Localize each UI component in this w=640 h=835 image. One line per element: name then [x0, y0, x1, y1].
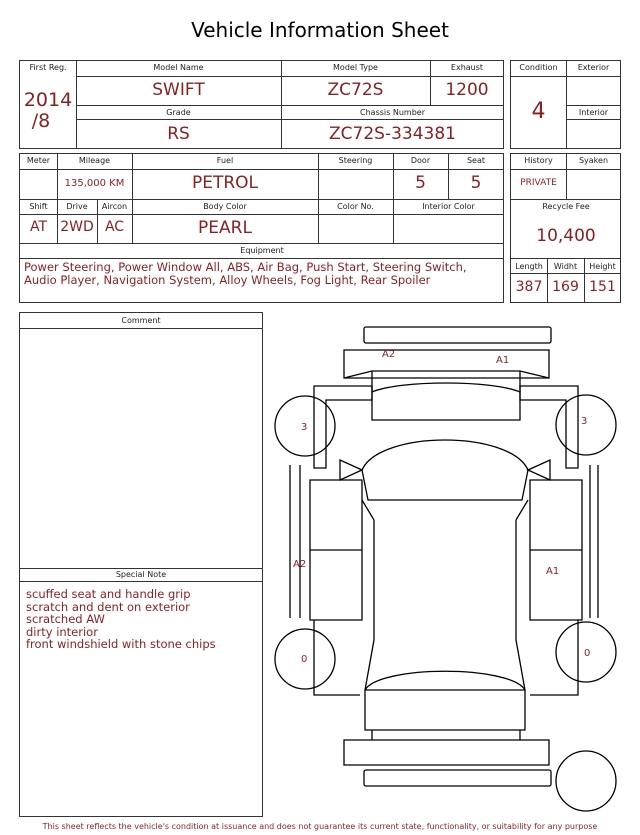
aircon-value: AC	[104, 219, 125, 235]
steering-label: Steering	[338, 156, 373, 165]
recycle-fee-label: Recycle Fee	[542, 202, 590, 211]
first-reg-month: /8	[31, 110, 51, 132]
interior-label: Interior	[578, 108, 609, 117]
model-name-value: SWIFT	[152, 80, 205, 100]
damage-mark-a2-top: A2	[382, 349, 396, 360]
chassis-label: Chassis Number	[360, 108, 425, 117]
height-label: Height	[589, 262, 616, 271]
aircon-label: Aircon	[101, 202, 128, 211]
footer-disclaimer: This sheet reflects the vehicle's condition at issuance and does not guarantee its current state, functionality, or suitability for any purpose	[42, 822, 598, 831]
first-reg-year: 2014	[23, 89, 73, 111]
syaken-label: Syaken	[578, 156, 609, 165]
length-value: 387	[515, 279, 543, 295]
special-notes-list	[26, 588, 258, 651]
model-name-label: Model Name	[153, 63, 204, 72]
car-diagram	[265, 318, 625, 818]
mileage-value: 135,000 KM	[64, 178, 125, 189]
damage-mark-a1-top: A1	[496, 355, 510, 366]
equipment-label: Equipment	[240, 246, 284, 255]
seat-label: Seat	[466, 156, 486, 165]
wheel-mark-rear-right: 0	[584, 648, 591, 659]
seat-value: 5	[470, 173, 482, 193]
first-reg-label: First Reg.	[29, 63, 67, 72]
condition-value: 4	[531, 99, 546, 124]
list-item: dirty interior	[26, 624, 98, 639]
history-value: PRIVATE	[520, 178, 557, 188]
height-value: 151	[589, 279, 616, 295]
width-label: Widht	[553, 262, 578, 271]
door-label: Door	[410, 156, 431, 165]
shift-value: AT	[29, 219, 48, 235]
door-value: 5	[415, 173, 426, 193]
history-table	[510, 153, 621, 303]
fuel-label: Fuel	[216, 156, 234, 165]
exhaust-label: Exhaust	[450, 63, 484, 72]
condition-label: Condition	[519, 63, 558, 72]
exterior-label: Exterior	[577, 63, 610, 72]
fuel-value: PETROL	[191, 173, 259, 193]
drive-label: Drive	[66, 202, 88, 211]
model-type-label: Model Type	[333, 63, 378, 72]
condition-table	[510, 60, 621, 149]
list-item: scuffed seat and handle grip	[26, 587, 191, 601]
body-color-label: Body Color	[203, 202, 247, 211]
damage-mark-a2-side: A2	[293, 559, 307, 570]
comment-panel	[19, 312, 263, 817]
wheel-mark-front-left: 3	[301, 422, 308, 433]
color-no-label: Color No.	[337, 202, 374, 211]
history-label: History	[524, 156, 553, 165]
list-item: scratched AW	[26, 612, 105, 626]
recycle-fee-value: 10,400	[536, 226, 596, 246]
grade-label: Grade	[166, 108, 191, 117]
model-type-value: ZC72S	[327, 80, 384, 100]
equipment-text: Power Steering, Power Window All, ABS, Air Bag, Push Start, Steering Switch, Audio Player, Navigation System, Alloy Wheels, Fog Light, Rear Spoiler	[24, 260, 467, 287]
damage-mark-a1-side: A1	[546, 566, 560, 577]
special-note-label: Special Note	[115, 570, 167, 579]
length-label: Length	[515, 262, 543, 271]
list-item: scratch and dent on exterior	[26, 599, 190, 614]
list-item: front windshield with stone chips	[26, 637, 216, 651]
meter-label: Meter	[26, 156, 51, 165]
comment-label: Comment	[121, 316, 161, 325]
shift-label: Shift	[29, 202, 48, 211]
wheel-mark-rear-left: 0	[301, 654, 308, 665]
vehicle-id-table	[19, 60, 504, 149]
width-value: 169	[552, 279, 579, 295]
drive-value: 2WD	[60, 219, 94, 235]
body-color-value: PEARL	[198, 218, 252, 238]
chassis-value: ZC72S-334381	[329, 124, 456, 144]
wheel-mark-front-right: 3	[581, 416, 588, 427]
spec-table	[19, 153, 504, 303]
grade-value: RS	[167, 124, 190, 144]
exhaust-value: 1200	[445, 80, 489, 100]
interior-color-label: Interior Color	[422, 202, 475, 211]
page-title: Vehicle Information Sheet	[191, 18, 449, 42]
mileage-label: Mileage	[78, 156, 111, 165]
